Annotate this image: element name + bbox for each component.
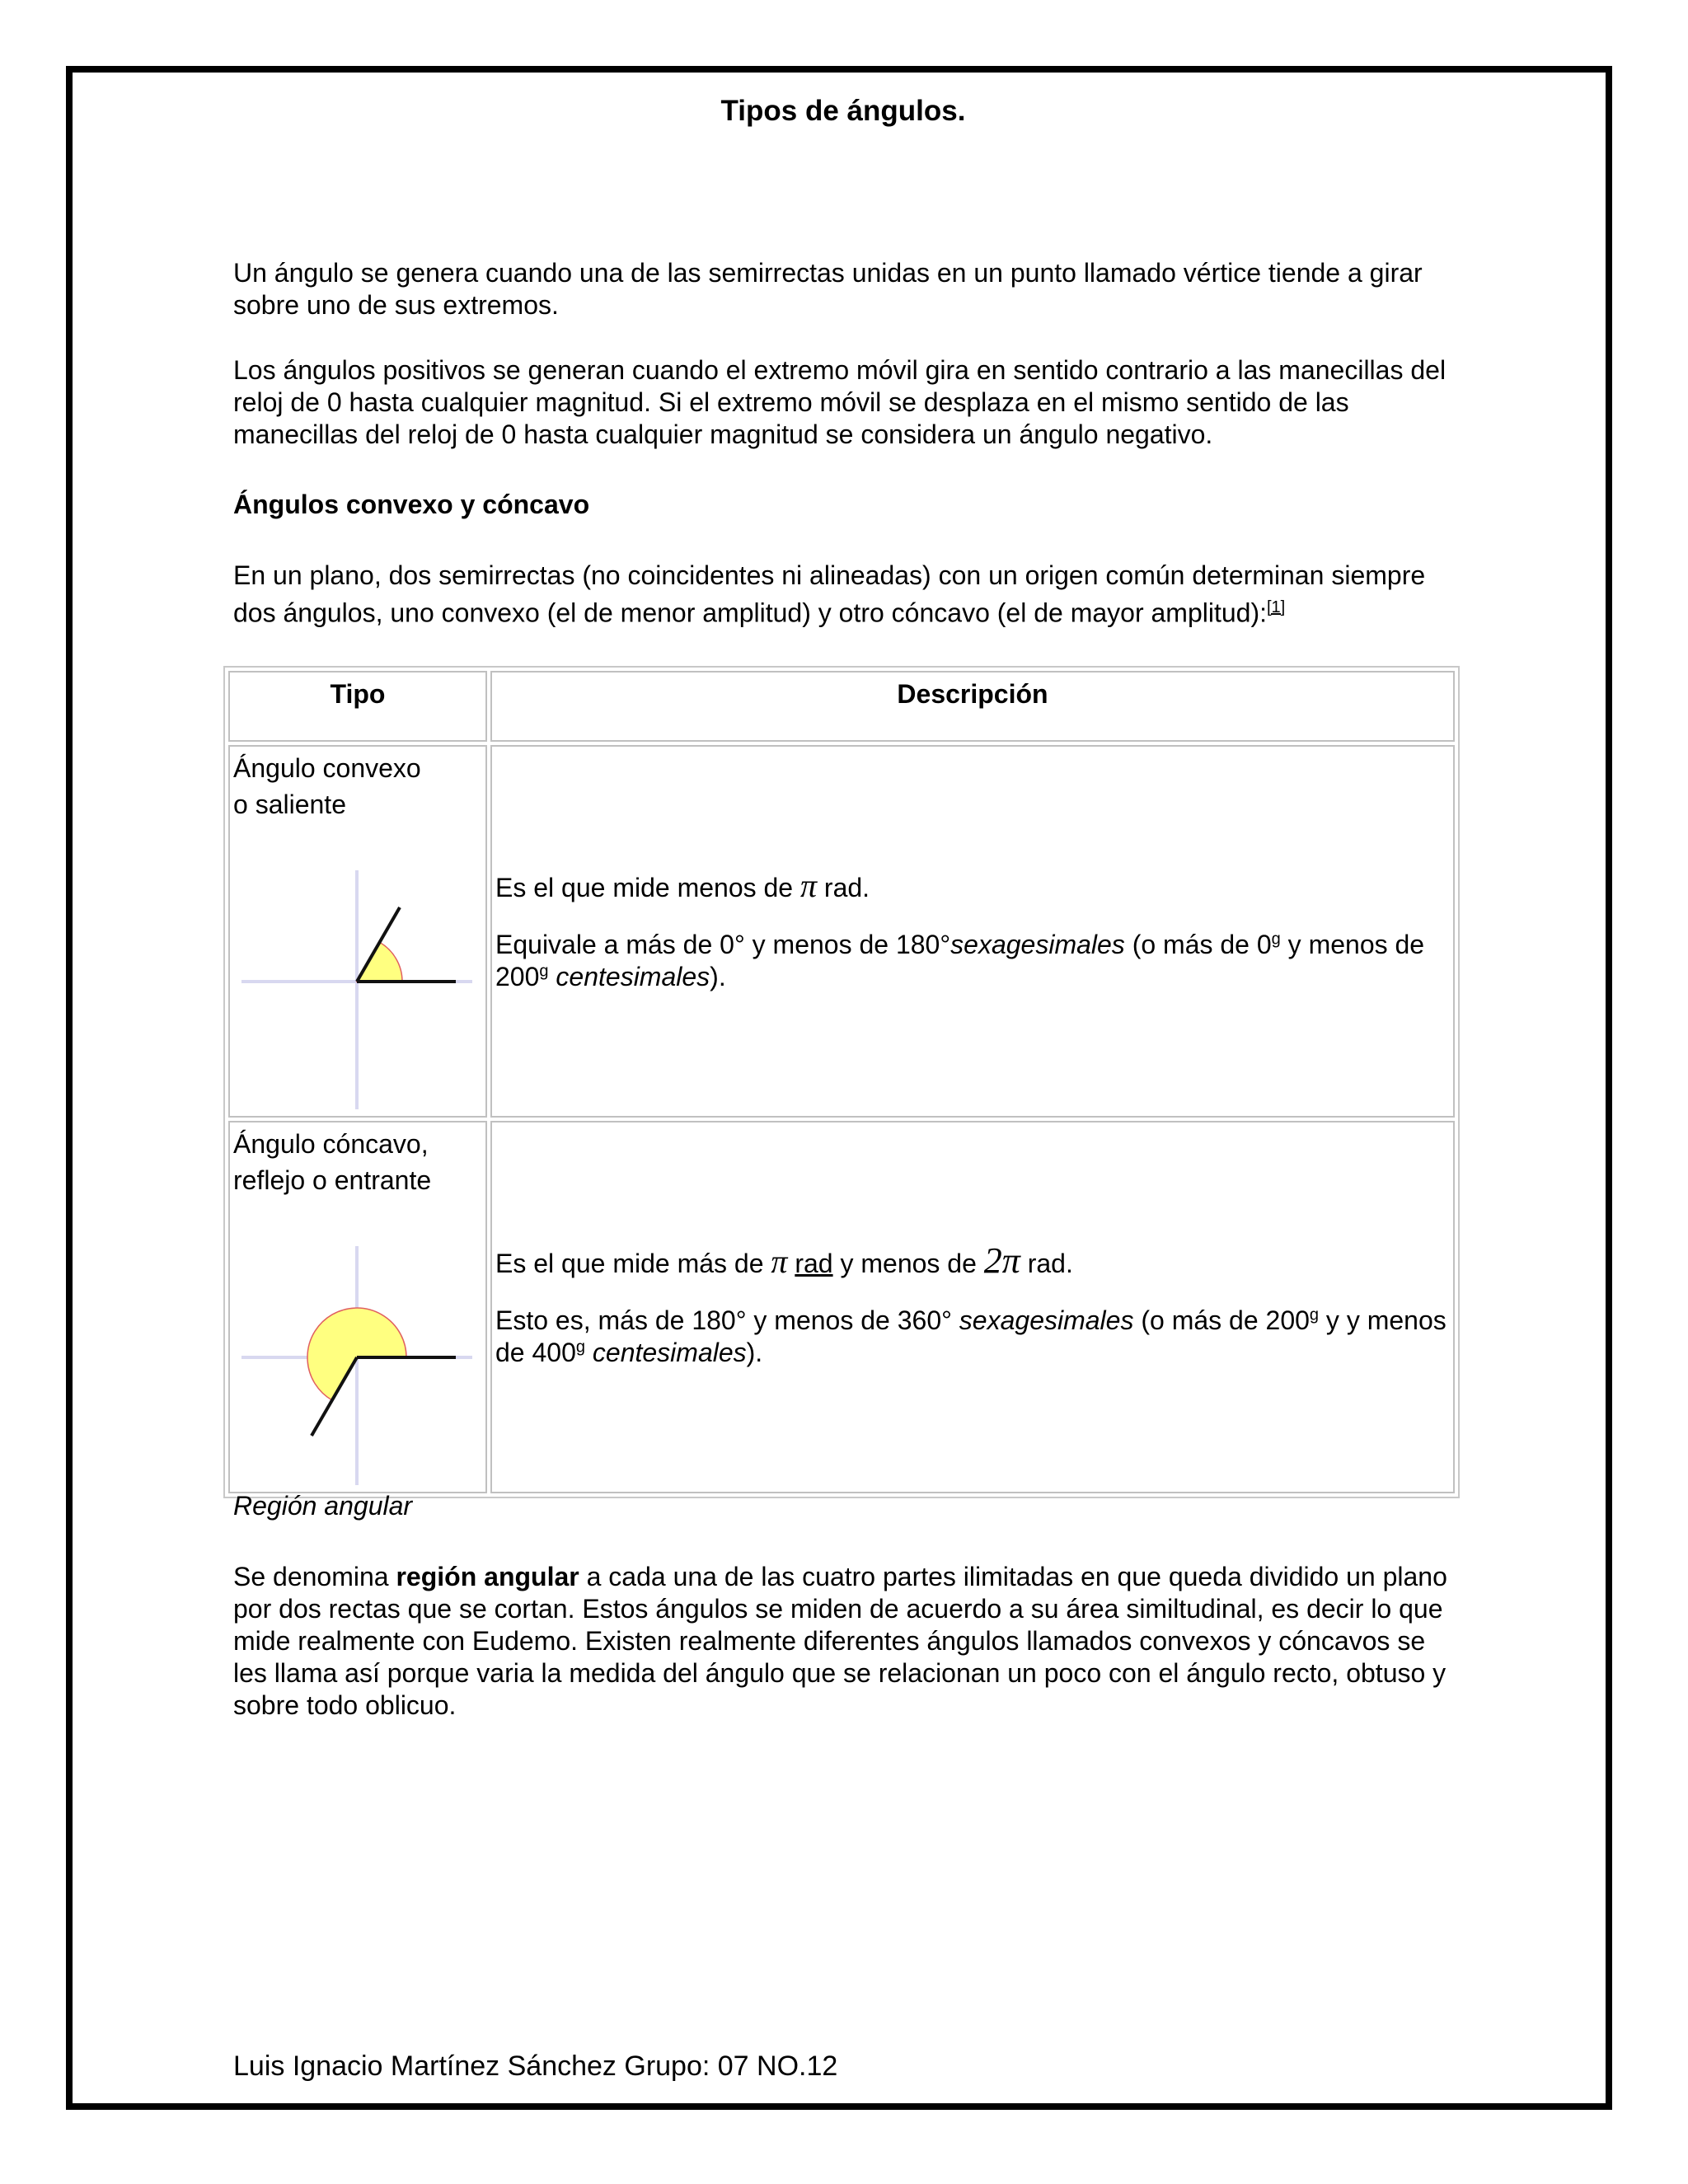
region-paragraph: Se denomina región angular a cada una de las cuatro partes ilimitadas en que queda dividido un plano por dos rectas que se cortan. Estos ángulos se miden de acuerdo a su área similtudinal, es decir lo que mide realmente con Eudemo. Existen realmente diferentes ángulos llamados convexos y cóncavos se les llama así porque varia la medida del ángulo que se relacionan un poco con el ángulo recto, obtuso y sobre todo oblicuo. (233, 1562, 1447, 1720)
concave-desc-2: Esto es, más de 180° y menos de 360° sexagesimales (o más de 200$^g$ y y menos de 400$^g$ centesimales). (495, 1305, 1447, 1368)
convex-desc-1: Es el que mide menos de π rad. (495, 866, 870, 904)
table-row (228, 745, 1455, 1118)
reference-link[interactable]: [1] (1266, 598, 1286, 616)
pi-symbol: π (799, 866, 818, 904)
angle-fill (357, 942, 402, 982)
rad-link[interactable]: rad (795, 1249, 833, 1279)
desc-cell-convex (490, 745, 1455, 1118)
type-cell-concave (228, 1121, 487, 1493)
type-label-concave-2: reflejo o entrante (233, 1165, 432, 1195)
pi-symbol: π (771, 1243, 788, 1281)
type-cell-convex (228, 745, 487, 1118)
convex-desc-2: Equivale a más de 0° y menos de 180°sexagesimales (o más de 0$^g$ y menos de 200$^g$ centesimales). (495, 929, 1425, 991)
region-term: región angular (396, 1562, 579, 1591)
header-tipo: Tipo (228, 671, 487, 742)
convex-angle-diagram (233, 862, 481, 1109)
type-label-convex-1: Ángulo convexo (233, 752, 421, 783)
header-descripcion: Descripción (490, 671, 1455, 742)
two-pi-symbol: 2π (983, 1240, 1020, 1282)
page-footer: Luis Ignacio Martínez Sánchez Grupo: 07 NO.12 (233, 2050, 838, 2082)
desc-cell-concave (490, 1121, 1455, 1493)
section-heading: Ángulos convexo y cóncavo (233, 490, 590, 519)
table-row (228, 1121, 1455, 1493)
intro-paragraph-2: Los ángulos positivos se generan cuando el extremo móvil gira en sentido contrario a las manecillas del reloj de 0 hasta cualquier magnitud. Si el extremo móvil se desplaza en el mismo sentido de las manecillas del reloj de 0 hasta cualquier magnitud se considera un ángulo negativo. (233, 355, 1447, 449)
page-title: Tipos de ángulos. (720, 95, 966, 127)
table-caption: Región angular (233, 1491, 413, 1521)
type-label-concave-1: Ángulo cóncavo, (233, 1128, 429, 1159)
intro-paragraph-1: Un ángulo se genera cuando una de las semirrectas unidas en un punto llamado vértice tiende a girar sobre uno de sus extremos. (233, 258, 1423, 320)
concave-angle-diagram (233, 1238, 481, 1485)
angle-types-table (223, 666, 1460, 1498)
plane-paragraph (233, 560, 1453, 630)
concave-desc-1: Es el que mide más de π rad y menos de 2π rad. (495, 1240, 1073, 1282)
plane-text: En un plano, dos semirrectas (no coincidentes ni alineadas) con un origen común determinan siempre dos ángulos, uno convexo (el de menor amplitud) y otro cóncavo (el de mayor amplitud): (233, 560, 1426, 628)
type-label-convex-2: o saliente (233, 789, 346, 819)
table-header-row (228, 671, 1455, 742)
